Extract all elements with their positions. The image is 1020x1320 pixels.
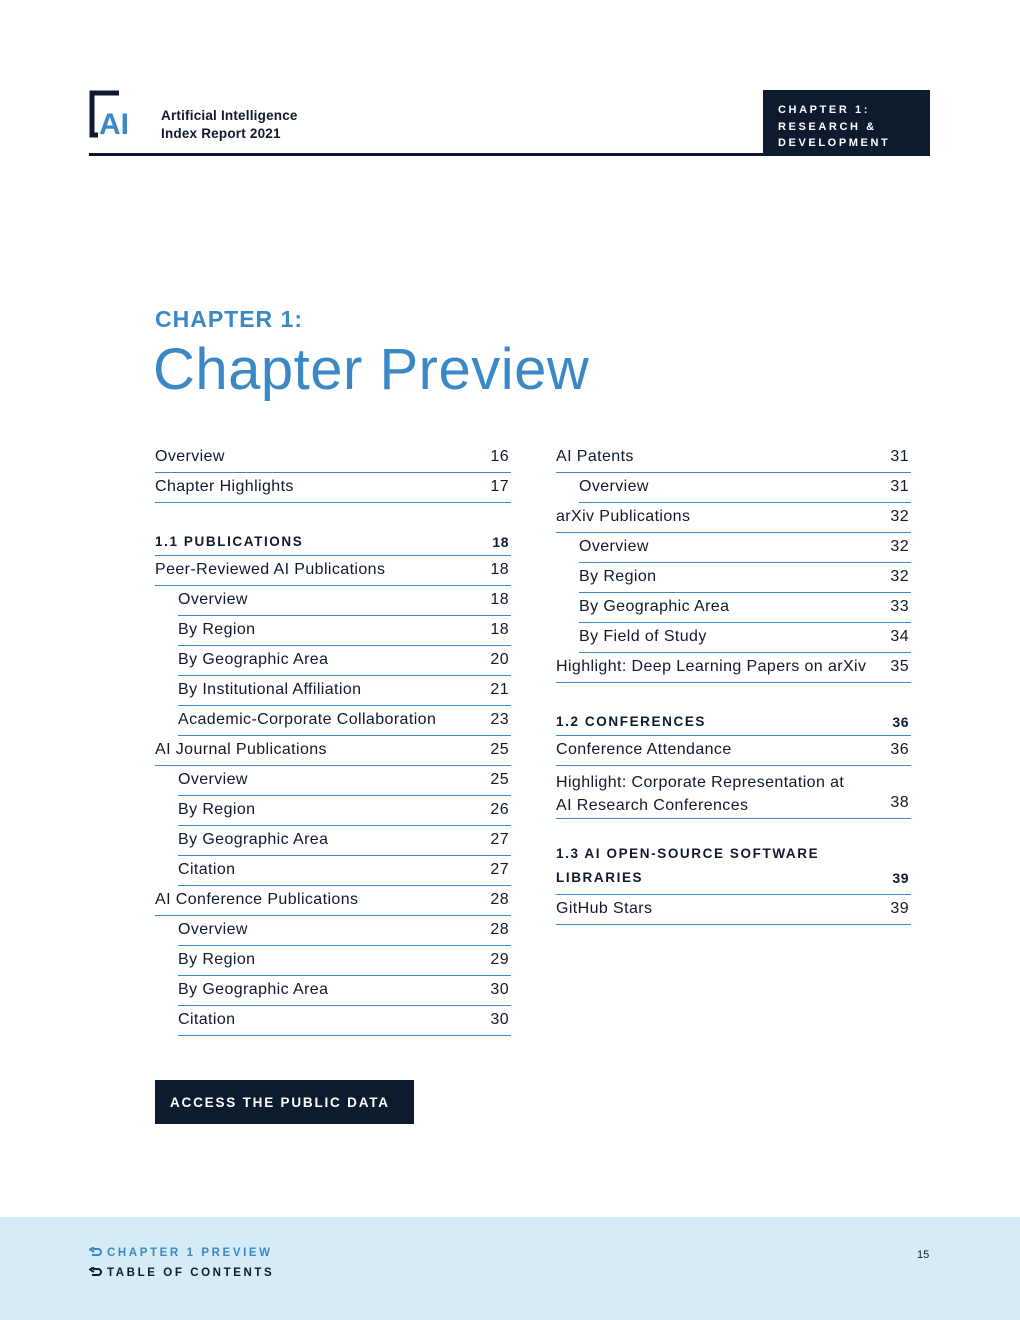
chapter-tag-line: DEVELOPMENT — [778, 137, 891, 149]
toc-page-number: 18 — [490, 621, 509, 638]
toc-subitem[interactable] — [178, 946, 511, 976]
table-of-contents-link[interactable] — [89, 1267, 274, 1279]
toc-page-number: 18 — [492, 534, 509, 550]
toc-page-number: 16 — [490, 448, 509, 465]
toc-subitem[interactable] — [178, 916, 511, 946]
toc-subitem[interactable] — [178, 976, 511, 1006]
chapter-tag-line: RESEARCH & — [778, 120, 877, 133]
toc-subitem[interactable] — [178, 646, 511, 676]
toc-page-number: 39 — [892, 870, 909, 886]
chapter-tag-line: CHAPTER 1: — [778, 104, 871, 116]
toc-right-column — [556, 443, 911, 925]
toc-item-text: Citation — [178, 861, 236, 878]
table-of-contents-link-label: TABLE OF CONTENTS — [107, 1267, 275, 1279]
toc-subitem[interactable] — [178, 856, 511, 886]
page-title: Chapter Preview — [153, 337, 590, 402]
chapter-preview-link-label: CHAPTER 1 PREVIEW — [107, 1247, 273, 1259]
toc-item[interactable] — [556, 766, 911, 819]
toc-item-text: Overview — [178, 591, 248, 608]
chapter-preview-link[interactable] — [89, 1247, 273, 1259]
toc-item-text: Overview — [579, 538, 649, 555]
toc-item[interactable] — [155, 736, 511, 766]
toc-item-text: 1.1 PUBLICATIONS — [155, 534, 304, 549]
return-arrow-icon — [89, 1247, 102, 1259]
toc-item-text: By Geographic Area — [178, 981, 329, 998]
toc-item-text: By Institutional Affiliation — [178, 681, 362, 698]
toc-item-text: Chapter Highlights — [155, 478, 294, 495]
chapter-label: CHAPTER 1: — [155, 306, 304, 332]
toc-page-number: 23 — [490, 711, 509, 728]
toc-item[interactable] — [556, 443, 911, 473]
toc-page-number: 36 — [890, 741, 909, 758]
toc-section-heading[interactable] — [155, 526, 511, 556]
toc-item-text: Highlight: Deep Learning Papers on arXiv — [556, 658, 867, 675]
toc-subitem[interactable] — [579, 473, 911, 503]
toc-page-number: 25 — [490, 771, 509, 788]
toc-item-text: 1.3 AI OPEN-SOURCE SOFTWARE LIBRARIES — [556, 846, 820, 885]
toc-item[interactable] — [155, 556, 511, 586]
toc-item-text: By Region — [178, 801, 256, 818]
report-title-line1: Artificial Intelligence — [161, 108, 298, 123]
svg-text:AI: AI — [99, 108, 129, 138]
toc-subitem[interactable] — [579, 533, 911, 563]
toc-item-text: By Region — [579, 568, 657, 585]
toc-subitem[interactable] — [178, 826, 511, 856]
toc-item-text: By Region — [178, 621, 256, 638]
toc-item[interactable] — [155, 473, 511, 503]
toc-item[interactable] — [556, 736, 911, 766]
toc-item-text: Citation — [178, 1011, 236, 1028]
toc-item-text: By Field of Study — [579, 628, 707, 645]
toc-item-text: arXiv Publications — [556, 508, 691, 525]
toc-item[interactable] — [556, 895, 911, 925]
toc-page-number: 21 — [490, 681, 509, 698]
toc-page-number: 31 — [890, 478, 909, 495]
ai-index-logo — [89, 90, 147, 138]
toc-item[interactable] — [155, 443, 511, 473]
toc-item-text: Peer-Reviewed AI Publications — [155, 561, 386, 578]
toc-subitem[interactable] — [178, 766, 511, 796]
toc-page-number: 18 — [490, 591, 509, 608]
toc-page-number: 18 — [490, 561, 509, 578]
toc-subitem[interactable] — [178, 796, 511, 826]
return-arrow-icon — [89, 1267, 102, 1279]
toc-section-heading[interactable] — [556, 842, 911, 895]
toc-page-number: 27 — [490, 831, 509, 848]
toc-subitem[interactable] — [178, 706, 511, 736]
toc-item-text: Conference Attendance — [556, 741, 732, 758]
toc-page-number: 25 — [490, 741, 509, 758]
toc-item-text: Overview — [178, 771, 248, 788]
access-public-data-button[interactable]: ACCESS THE PUBLIC DATA — [155, 1080, 414, 1124]
toc-item-text: By Geographic Area — [178, 651, 329, 668]
toc-item-text: Academic-Corporate Collaboration — [178, 711, 437, 728]
toc-page-number: 34 — [890, 628, 909, 645]
toc-item-text: Overview — [579, 478, 649, 495]
report-title-line2: Index Report 2021 — [161, 126, 281, 141]
toc-page-number: 20 — [490, 651, 509, 668]
toc-item[interactable] — [556, 503, 911, 533]
toc-item-text: 1.2 CONFERENCES — [556, 714, 707, 729]
toc-page-number: 30 — [490, 1011, 509, 1028]
toc-item-text: Overview — [155, 448, 225, 465]
toc-item-text: Highlight: Corporate Representation at AI Research Conferences — [556, 774, 845, 814]
toc-page-number: 17 — [490, 478, 509, 495]
toc-item-text: By Geographic Area — [579, 598, 730, 615]
toc-page-number: 28 — [490, 891, 509, 908]
toc-item-text: AI Journal Publications — [155, 741, 327, 758]
page-number: 15 — [917, 1249, 930, 1261]
toc-item[interactable] — [155, 886, 511, 916]
report-title — [161, 107, 298, 143]
toc-page-number: 27 — [490, 861, 509, 878]
toc-page-number: 30 — [490, 981, 509, 998]
toc-page-number: 32 — [890, 508, 909, 525]
toc-subitem[interactable] — [178, 1006, 511, 1036]
toc-item-text: GitHub Stars — [556, 900, 653, 917]
toc-page-number: 31 — [890, 448, 909, 465]
toc-page-number: 32 — [890, 538, 909, 555]
toc-item-text: Overview — [178, 921, 248, 938]
toc-left-column — [155, 443, 511, 1036]
toc-page-number: 35 — [890, 658, 909, 675]
chapter-tag — [763, 90, 930, 156]
toc-item-text: AI Patents — [556, 448, 634, 465]
toc-page-number: 28 — [490, 921, 509, 938]
toc-subitem[interactable] — [178, 586, 511, 616]
toc-page-number: 38 — [890, 794, 909, 811]
toc-page-number: 26 — [490, 801, 509, 818]
toc-page-number: 36 — [892, 714, 909, 730]
toc-page-number: 39 — [890, 900, 909, 917]
toc-page-number: 33 — [890, 598, 909, 615]
footer — [0, 1217, 1020, 1320]
toc-section-heading[interactable] — [556, 706, 911, 736]
toc-item-text: AI Conference Publications — [155, 891, 359, 908]
toc-subitem[interactable] — [178, 676, 511, 706]
toc-item-text: By Region — [178, 951, 256, 968]
toc-page-number: 32 — [890, 568, 909, 585]
toc-subitem[interactable] — [579, 593, 911, 623]
toc-subitem[interactable] — [178, 616, 511, 646]
toc-page-number: 29 — [490, 951, 509, 968]
toc-item[interactable] — [556, 653, 911, 683]
toc-item-text: By Geographic Area — [178, 831, 329, 848]
toc-subitem[interactable] — [579, 563, 911, 593]
toc-subitem[interactable] — [579, 623, 911, 653]
